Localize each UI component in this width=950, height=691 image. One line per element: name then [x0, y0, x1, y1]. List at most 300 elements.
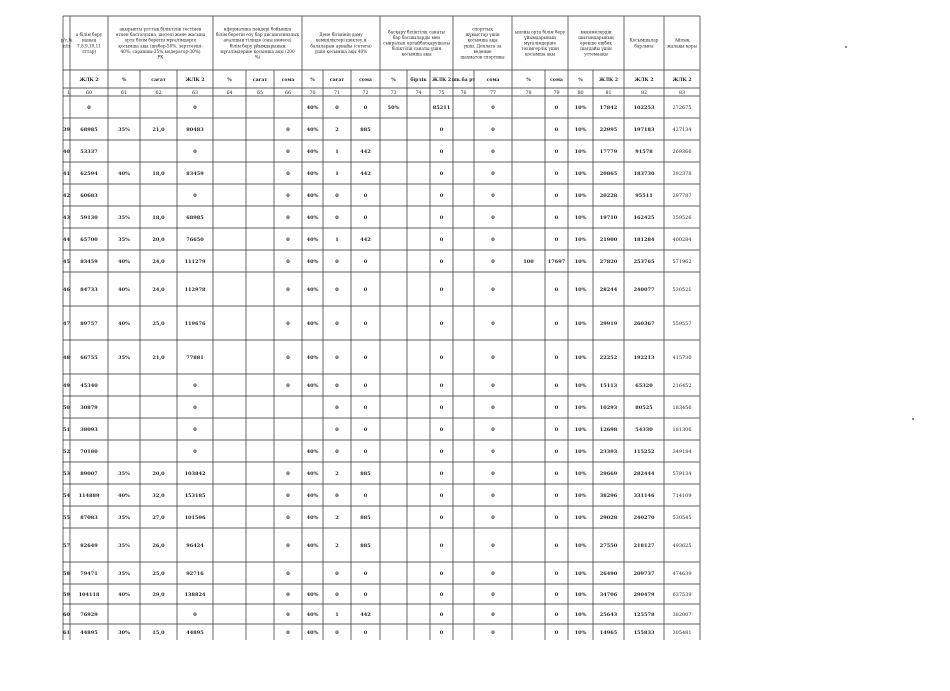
table-cell: 415730 [672, 355, 692, 361]
table-cell: 35% [118, 355, 130, 361]
table-cell: 183730 [633, 171, 655, 177]
table-cell: 0 [363, 592, 368, 598]
column-number: 64 [226, 91, 233, 96]
table-cell: 24,0 [152, 287, 165, 293]
header-line: Айлық [674, 37, 690, 43]
table-cell: 0 [286, 355, 290, 361]
table-cell: 26,0 [152, 543, 165, 549]
table-cell: 0 [554, 612, 559, 618]
table-cell: 0 [286, 237, 290, 243]
table-cell: 28244 [599, 287, 618, 293]
table-cell: 197183 [633, 127, 655, 133]
table-cell: 0 [439, 471, 444, 477]
table-cell: 359526 [672, 215, 692, 221]
table-cell: 0 [286, 543, 290, 549]
table-cell: 0 [439, 630, 444, 636]
table-cell: 40% [306, 321, 319, 327]
table-cell: 21900 [599, 237, 618, 243]
header-line: басқару біліктілік санаты [388, 29, 445, 35]
table-cell: 0 [335, 321, 339, 327]
table-cell: 0 [554, 127, 559, 133]
subheader-cell: ЖЛК 2 [598, 78, 619, 83]
table-cell: 0 [554, 171, 559, 177]
table-cell: 0 [491, 215, 495, 221]
table-cell: 1 [335, 171, 339, 177]
table-cell: 0 [286, 612, 290, 618]
table-cell: 260367 [633, 321, 655, 327]
table-cell: 392378 [672, 171, 692, 177]
table-cell: 40% [118, 287, 130, 293]
column-number: 61 [120, 91, 128, 96]
header-line: 40%, сарапшы-35%,модератор-30%) [120, 48, 201, 54]
table-cell: 0 [193, 105, 197, 111]
table-cell: 10% [574, 383, 587, 389]
table-cell: 0 [491, 630, 495, 636]
table-cell: 38296 [599, 493, 618, 499]
table-cell: 0 [554, 592, 559, 598]
table-cell: 10% [574, 215, 587, 221]
table-cell: 21,0 [152, 127, 165, 133]
table-cell: 183456 [672, 405, 692, 411]
table-subheader [79, 76, 691, 83]
table-cell: 104118 [78, 592, 100, 598]
table-cell: 0 [363, 449, 368, 455]
header-line: мұғалімдеріне қосымша ақы (200 [220, 48, 295, 54]
table-cell: 0 [554, 427, 559, 433]
table-cell: 25,0 [152, 321, 165, 327]
header-line: 7,8,9,10,11 [77, 43, 101, 49]
table-cell: 885 [360, 127, 371, 133]
table-cell: 65320 [635, 383, 653, 389]
row-number: 41 [63, 171, 70, 177]
table-cell: 0 [491, 127, 495, 133]
table-cell: 0 [491, 237, 495, 243]
table-cell: 79471 [80, 571, 98, 577]
table-cell: 0 [491, 193, 495, 199]
table-cell: 0 [439, 612, 444, 618]
table-cell: 76650 [186, 237, 204, 243]
table-cell: 40% [306, 515, 319, 521]
table-cell: 297787 [672, 193, 692, 199]
table-cell: 35% [118, 237, 130, 243]
table-cell: 10% [574, 259, 587, 265]
table-cell: 0 [363, 630, 368, 636]
table-cell: 44895 [80, 630, 98, 636]
table-cell: 0 [193, 193, 197, 199]
table-cell: 1 [335, 612, 339, 618]
table-cell: 400284 [672, 237, 692, 243]
table-cell: 442 [360, 237, 371, 243]
subheader-cell: % [578, 78, 583, 83]
table-cell: 0 [335, 383, 339, 389]
subheader-cell: сома [281, 78, 295, 83]
table-cell: 0 [491, 543, 495, 549]
column-number: 74 [415, 91, 422, 96]
table-cell: 10% [574, 515, 587, 521]
table-cell: 29028 [599, 515, 618, 521]
table-cell: 442 [360, 149, 371, 155]
table-cell: 0 [439, 193, 444, 199]
table-cell: 0 [554, 355, 559, 361]
table-cell: 84733 [80, 287, 98, 293]
table-cell: 0 [335, 449, 339, 455]
table-cell: 885 [360, 515, 371, 521]
table-cell: 0 [491, 493, 495, 499]
table-cell: 269366 [672, 149, 692, 155]
table-cell: 92716 [186, 571, 204, 577]
table-cell: 0 [491, 105, 495, 111]
table-cell: 272675 [672, 105, 692, 111]
table-cell: 24,0 [152, 259, 165, 265]
table-cell: 0 [439, 287, 444, 293]
table-cell: 119676 [184, 321, 206, 327]
table-cell: 40% [118, 592, 130, 598]
table-cell: 0 [439, 383, 444, 389]
subheader-cell: % [526, 78, 531, 83]
table-cell: 0 [286, 493, 290, 499]
table-cell: 89757 [80, 321, 98, 327]
table-cell: 27550 [599, 543, 618, 549]
table-cell: 17697 [547, 259, 566, 265]
table-cell: 0 [286, 193, 290, 199]
table-cell: 10% [574, 171, 587, 177]
header-line: а білім беру [75, 32, 103, 38]
table-cell: 0 [363, 193, 368, 199]
table-cell: 0 [363, 321, 368, 327]
table-cell: 0 [491, 471, 495, 477]
table-cell: 0 [335, 427, 339, 433]
table-cell: 0 [439, 127, 444, 133]
table-cell: 559557 [672, 321, 692, 327]
table-cell: 637539 [672, 592, 692, 598]
subheader-cell: сома [550, 78, 563, 83]
table-cell: 53337 [80, 149, 98, 155]
table-cell: 579134 [672, 471, 692, 477]
table-cell: 10% [574, 449, 587, 455]
column-number: 75 [438, 91, 445, 96]
table-cell: 571962 [672, 259, 692, 265]
column-number: 63 [191, 91, 199, 96]
header-line: ведение [473, 48, 492, 54]
table-cell: 0 [491, 405, 495, 411]
table-cell: 38093 [80, 427, 98, 433]
table-cell: 40% [306, 149, 319, 155]
table-cell: 0 [554, 215, 559, 221]
table-cell: 40% [306, 287, 319, 293]
table-cell: 0 [335, 193, 339, 199]
subheader-cell: сағат [151, 78, 166, 83]
table-cell: 0 [193, 427, 197, 433]
table-cell: 0 [363, 571, 368, 577]
header-line: балаларын арнайы (сетеги) [310, 43, 372, 49]
table-cell: 103842 [184, 471, 206, 477]
table-cell: 29,0 [152, 592, 165, 598]
table-cell: 0 [439, 449, 444, 455]
table-cell: 0 [491, 449, 495, 455]
row-number: 60 [63, 612, 70, 618]
table-cell: 0 [439, 259, 444, 265]
table-cell: 115252 [633, 449, 655, 455]
table-cell: 427134 [672, 127, 692, 133]
table-cell: 0 [439, 237, 444, 243]
table-cell: 18,0 [152, 215, 165, 221]
table-cell: 40% [306, 592, 319, 598]
table-cell: 0 [439, 355, 444, 361]
table-cell: 0 [554, 630, 559, 636]
table-cell: 40% [118, 171, 130, 177]
table-cell: 22995 [599, 127, 618, 133]
row-number: 49 [63, 383, 70, 389]
table-cell: 2 [335, 471, 339, 477]
table-cell: 45340 [80, 383, 98, 389]
table-cell: 0 [554, 493, 559, 499]
header-line: ианың [81, 37, 97, 43]
table-cell: 10% [574, 592, 587, 598]
table-cell: 181306 [672, 427, 692, 433]
column-number: 60 [85, 91, 93, 96]
header-line: Дене бітімінің даму [319, 32, 363, 38]
table-cell: 181284 [633, 237, 655, 243]
table-cell: 0 [193, 405, 197, 411]
table-cell: 40% [306, 355, 319, 361]
table-cell: 17842 [599, 105, 618, 111]
table-cell: 0 [193, 612, 197, 618]
row-number: 53 [63, 471, 70, 477]
header-line: қосымша ақы [401, 51, 432, 57]
table-cell: 91578 [635, 149, 653, 155]
column-number: 73 [390, 91, 397, 96]
table-cell: 0 [363, 259, 368, 265]
table-cell: 40% [306, 383, 319, 389]
table-cell: 0 [554, 105, 559, 111]
table-cell: 101596 [184, 515, 206, 521]
table-cell: 35% [118, 543, 130, 549]
table-cell: 40% [306, 237, 319, 243]
table-cell: 0 [491, 427, 495, 433]
column-number: 70 [309, 91, 316, 96]
table-cell: 125578 [633, 612, 655, 618]
table-cell: 20865 [599, 171, 618, 177]
table-cell: 0 [491, 383, 495, 389]
table-cell: 0 [286, 571, 290, 577]
header-line: ынлиы орта білім беру [514, 29, 566, 35]
table-cell: 95511 [635, 193, 653, 199]
table-cell: 0 [439, 405, 444, 411]
table-cell: 80483 [186, 127, 204, 133]
table-cell: 40% [306, 127, 319, 133]
table-cell: 1 [335, 149, 339, 155]
header-line: шахматов спортивы [460, 54, 505, 60]
scan-speck [845, 46, 847, 48]
table-cell: 112978 [184, 287, 206, 293]
table-cell: 0 [286, 471, 290, 477]
table-cell: 29669 [599, 471, 618, 477]
row-number: 52 [63, 449, 70, 455]
table-cell: 0 [439, 571, 444, 577]
table-cell: 10% [574, 571, 587, 577]
table-cell: 10% [574, 355, 587, 361]
table-cell: 0 [193, 449, 197, 455]
table-cell: 29919 [599, 321, 618, 327]
table-cell: 0 [491, 592, 495, 598]
table-cell: 0 [439, 493, 444, 499]
table-cell: 10% [574, 471, 587, 477]
subheader-cell: % [121, 78, 127, 83]
table-cell: 89007 [80, 471, 98, 477]
table-cell: 40% [306, 471, 319, 477]
column-number: 62 [155, 91, 162, 96]
row-number: 50 [63, 405, 70, 411]
subheader-cell: % [310, 78, 315, 83]
header-line: шағдайы үшін [580, 46, 612, 52]
table-cell: 442 [360, 612, 371, 618]
row-number: 51 [63, 427, 70, 433]
table-cell: 162425 [633, 215, 655, 221]
table-cell: 59130 [80, 215, 98, 221]
table-cell: 0 [286, 321, 290, 327]
table-cell: 0 [554, 571, 559, 577]
table-cell: 0 [286, 515, 290, 521]
table-cell: 60683 [80, 193, 98, 199]
header-line: үшін. Доплата за [463, 43, 502, 49]
table-cell: 114889 [78, 493, 100, 499]
header-line: устемаақы [584, 51, 608, 57]
table-cell: 0 [363, 405, 368, 411]
table-cell: 0 [439, 215, 444, 221]
column-number: 66 [284, 91, 292, 96]
table-cell: 34706 [599, 592, 618, 598]
table-cell: 0 [363, 383, 368, 389]
table-cell: 85211 [432, 105, 451, 111]
table-cell: 0 [363, 215, 368, 221]
table-cell: 0 [554, 287, 559, 293]
table-cell: 35% [118, 127, 130, 133]
column-number: 81 [605, 91, 612, 96]
table-cell: 0 [554, 543, 559, 549]
table-cell: 102253 [633, 105, 655, 111]
header-line: %) [254, 54, 261, 60]
table-cell: 10% [574, 149, 587, 155]
header-line: кемшіліктері шектеу.ң [315, 37, 367, 43]
table-cell: 40% [306, 630, 319, 636]
table-cell: 0 [335, 287, 339, 293]
table-cell: 0 [286, 149, 290, 155]
row-number: 39 [63, 127, 70, 133]
table-cell: 1 [335, 237, 339, 243]
table-cell: 30% [118, 630, 130, 636]
table-cell: 2 [335, 127, 339, 133]
table-cell: 0 [286, 592, 290, 598]
subheader-cell: % [227, 78, 232, 83]
row-number: 44 [63, 237, 70, 243]
table-cell: 27,0 [152, 515, 165, 521]
column-number: 83 [678, 91, 686, 96]
header-line: шығындарының [578, 34, 614, 40]
table-cell: 12698 [599, 427, 618, 433]
header-line: спорттық [472, 26, 493, 32]
table-cell: 30879 [80, 405, 98, 411]
table-cell: 87083 [80, 515, 98, 521]
table-cell: 0 [554, 515, 559, 521]
header-line: тәлімгерлік үшін [521, 46, 559, 52]
table-cell: 0 [491, 287, 495, 293]
table-cell: 253765 [633, 259, 655, 265]
table-cell: 17779 [599, 149, 618, 155]
column-numbers-row [67, 90, 685, 96]
table-cell: 32,0 [152, 493, 165, 499]
row-number: 57 [63, 543, 70, 549]
row-number: 43 [63, 215, 70, 221]
table-cell: 96424 [186, 543, 204, 549]
row-number: 40 [63, 149, 70, 155]
table-cell: 0 [554, 237, 559, 243]
header-line: РК [157, 54, 164, 60]
table-cell: 0 [335, 592, 339, 598]
table-cell: 331146 [633, 493, 655, 499]
table-cell: 0 [286, 383, 290, 389]
table-cell: 10293 [599, 405, 618, 411]
table-cell: 0 [491, 171, 495, 177]
table-header [61, 27, 698, 60]
table-cell: 40% [306, 215, 319, 221]
column-number: 1 [67, 91, 71, 96]
table-cell: 10% [574, 612, 587, 618]
table-cell: 0 [554, 149, 559, 155]
table-cell: 26490 [599, 571, 618, 577]
table-cell: 40% [306, 171, 319, 177]
row-number: 58 [63, 571, 70, 577]
table-cell: 0 [335, 105, 339, 111]
table-cell: 40% [306, 193, 319, 199]
table-cell: 25643 [599, 612, 618, 618]
row-number: 46 [63, 287, 70, 293]
table-cell: 885 [360, 471, 371, 477]
table-cell: 10% [574, 321, 587, 327]
header-line: өтпен басталуына, шетелі және жасына [115, 32, 206, 38]
table-cell: 0 [335, 215, 339, 221]
table-cell: 68985 [80, 127, 98, 133]
row-number: 59 [63, 592, 70, 598]
row-number: 42 [63, 193, 70, 199]
table-cell: 240270 [633, 515, 655, 521]
table-cell: 714109 [672, 493, 692, 499]
header-line: жалақы қоры [667, 43, 697, 49]
table-cell: 10% [574, 543, 587, 549]
header-line: білім беру ұйымдарының [229, 43, 286, 49]
header-line: ұйымдарының [524, 34, 556, 40]
table-cell: 35% [118, 215, 130, 221]
table-cell: 0 [439, 427, 444, 433]
table-cell: 0 [363, 355, 368, 361]
table-cell: 0 [286, 287, 290, 293]
table-cell: 305481 [672, 630, 692, 636]
table-cell: 0 [363, 493, 368, 499]
table-cell: 44895 [186, 630, 204, 636]
table-cell: 65700 [80, 237, 98, 243]
table-cell: 80525 [635, 405, 653, 411]
table-cell: 68985 [186, 215, 204, 221]
table-cell: 10% [574, 493, 587, 499]
table-cell: 0 [335, 405, 339, 411]
table-cell: 100 [523, 259, 534, 265]
table-cell: 76929 [80, 612, 98, 618]
table-cell: 10% [574, 193, 587, 199]
table-cell: 0 [554, 321, 559, 327]
table-cell: 192213 [633, 355, 655, 361]
table-cell: 0 [363, 105, 368, 111]
table-cell: 0 [491, 149, 495, 155]
table-cell: 10% [574, 105, 587, 111]
